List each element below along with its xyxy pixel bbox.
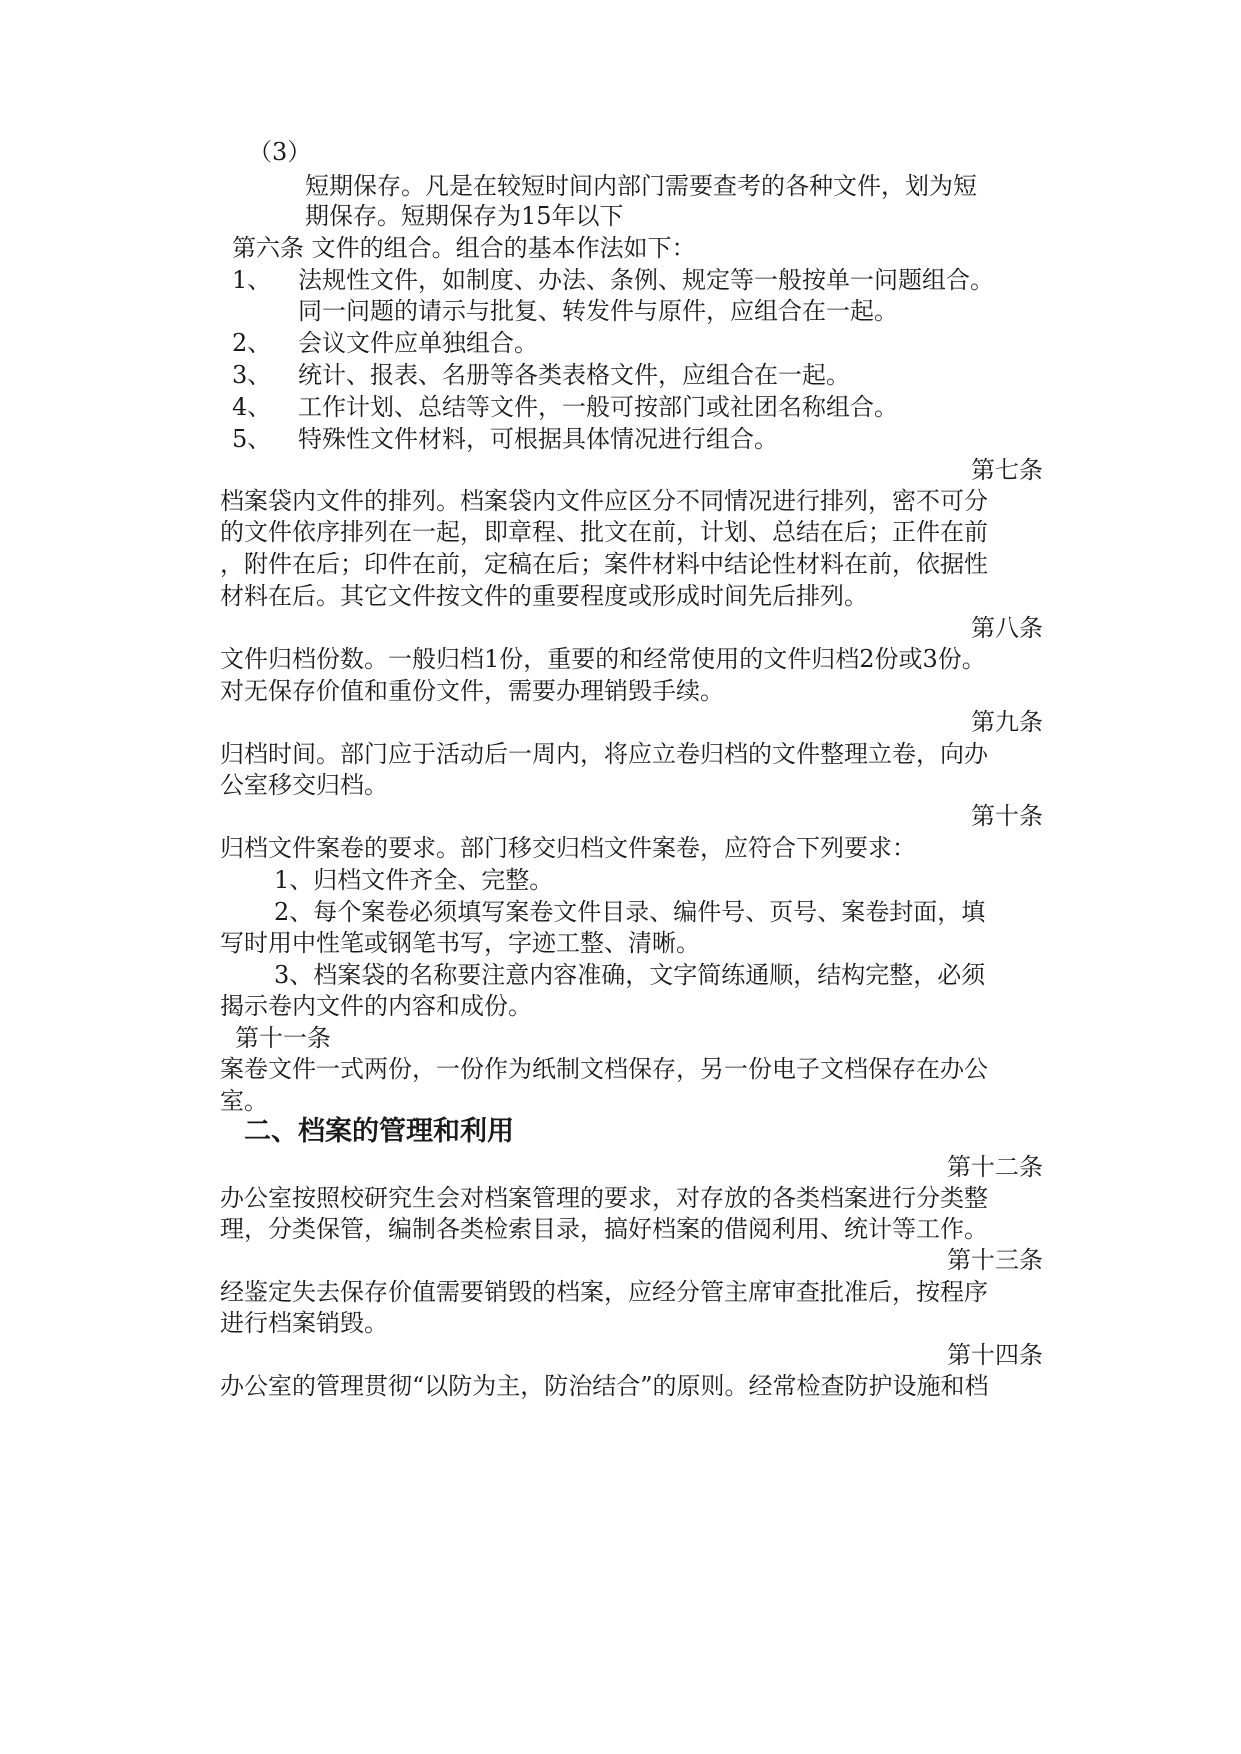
art6-item1-line-1: 法规性文件，如制度、办法、条例、规定等一般按单一问题组合。 (298, 266, 994, 294)
art12-label: 第十二条 (947, 1153, 1043, 1181)
item3-line-2: 期保存。短期保存为15年以下 (305, 202, 624, 230)
art10-req1: 1、归档文件齐全、完整。 (274, 866, 554, 894)
art6-item4-line: 工作计划、总结等文件，一般可按部门或社团名称组合。 (298, 393, 898, 421)
art6-item2-line: 会议文件应单独组合。 (298, 329, 538, 357)
art11-line-2: 室。 (220, 1087, 268, 1115)
art6-item5-line: 特殊性文件材料，可根据具体情况进行组合。 (298, 425, 778, 453)
art10-intro: 归档文件案卷的要求。部门移交归档文件案卷，应符合下列要求： (220, 834, 916, 862)
art10-req3-line-1: 3、档案袋的名称要注意内容准确，文字简练通顺，结构完整，必须 (274, 961, 986, 989)
art7-label: 第七条 (971, 456, 1043, 484)
art6-item3-num: 3、 (232, 361, 272, 389)
item3-marker: （3） (248, 138, 312, 166)
art7-line-2: 的文件依序排列在一起，即章程、批文在前，计划、总结在后；正件在前 (220, 518, 988, 546)
art11-line-1: 案卷文件一式两份，一份作为纸制文档保存，另一份电子文档保存在办公 (220, 1055, 988, 1083)
art10-req2-line-2: 写时用中性笔或钢笔书写，字迹工整、清晰。 (220, 929, 700, 957)
art13-line-2: 进行档案销毁。 (220, 1309, 388, 1337)
art6-title: 第六条 文件的组合。组合的基本作法如下： (232, 234, 696, 262)
art7-line-1: 档案袋内文件的排列。档案袋内文件应区分不同情况进行排列，密不可分 (220, 487, 988, 515)
art9-line-2: 公室移交归档。 (220, 771, 388, 799)
art9-label: 第九条 (971, 708, 1043, 736)
art6-item4-num: 4、 (232, 393, 272, 421)
art10-req2-line-1: 2、每个案卷必须填写案卷文件目录、编件号、页号、案卷封面，填 (274, 898, 986, 926)
art14-line-1: 办公室的管理贯彻“以防为主，防治结合”的原则。经常检查防护设施和档 (220, 1372, 989, 1400)
art13-label: 第十三条 (947, 1246, 1043, 1274)
art8-line-2: 对无保存价值和重份文件，需要办理销毁手续。 (220, 677, 724, 705)
art11-label: 第十一条 (235, 1024, 331, 1052)
art12-line-1: 办公室按照校研究生会对档案管理的要求，对存放的各类档案进行分类整 (220, 1184, 988, 1212)
art10-label: 第十条 (971, 802, 1043, 830)
art7-line-3: ，附件在后；印件在前，定稿在后；案件材料中结论性材料在前，依据性 (220, 550, 988, 578)
art6-item3-line: 统计、报表、名册等各类表格文件，应组合在一起。 (298, 361, 850, 389)
art7-line-4: 材料在后。其它文件按文件的重要程度或形成时间先后排列。 (220, 582, 868, 610)
art6-item2-num: 2、 (232, 329, 272, 357)
art6-item1-line-2: 同一问题的请示与批复、转发件与原件，应组合在一起。 (298, 297, 898, 325)
art8-label: 第八条 (971, 614, 1043, 642)
art14-label: 第十四条 (947, 1341, 1043, 1369)
art6-item5-num: 5、 (232, 425, 272, 453)
art13-line-1: 经鉴定失去保存价值需要销毁的档案，应经分管主席审查批准后，按程序 (220, 1278, 988, 1306)
art6-item1-num: 1、 (232, 266, 272, 294)
section2-heading: 二、档案的管理和利用 (244, 1116, 514, 1147)
art10-req3-line-2: 揭示卷内文件的内容和成份。 (220, 992, 532, 1020)
item3-line-1: 短期保存。凡是在较短时间内部门需要查考的各种文件，划为短 (305, 172, 977, 200)
art9-line-1: 归档时间。部门应于活动后一周内，将应立卷归档的文件整理立卷，向办 (220, 740, 988, 768)
art8-line-1: 文件归档份数。一般归档1份，重要的和经常使用的文件归档2份或3份。 (220, 645, 986, 673)
art12-line-2: 理，分类保管，编制各类检索目录，搞好档案的借阅利用、统计等工作。 (220, 1215, 988, 1243)
